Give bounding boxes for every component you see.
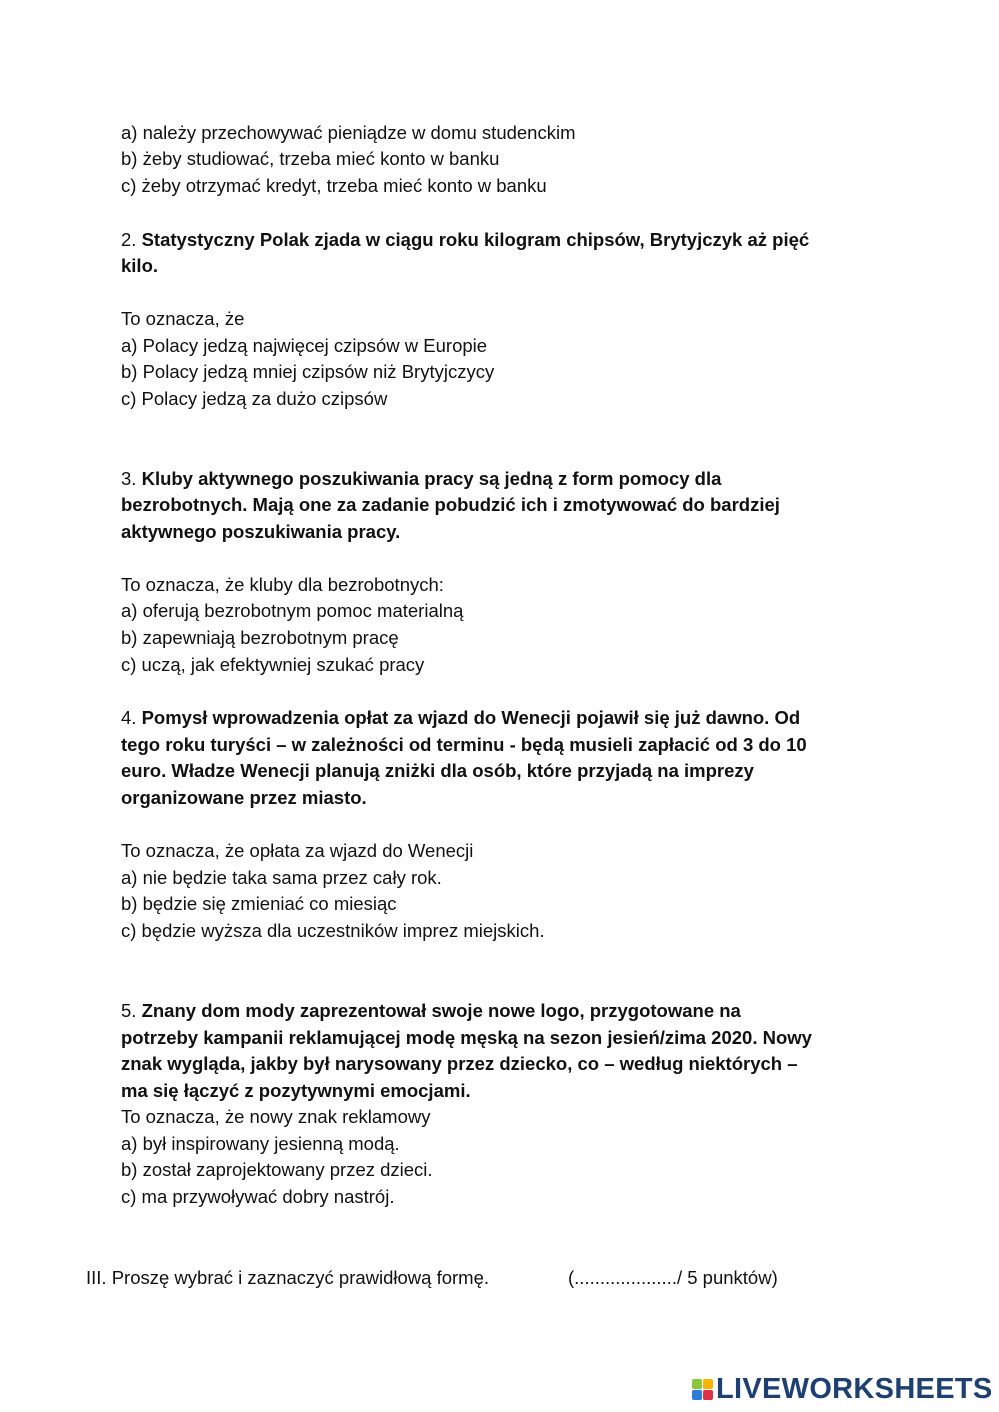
statement-line: kilo.	[121, 255, 159, 276]
statement-line: tego roku turyści – w zależności od terminu - będą musieli zapłacić od 3 do 10	[121, 734, 807, 755]
statement-line	[121, 468, 721, 490]
prompt: To oznacza, że kluby dla bezrobotnych:	[121, 574, 444, 595]
question-number: 2.	[121, 229, 142, 250]
statement-line: organizowane przez miasto.	[121, 787, 367, 808]
question-number: 4.	[121, 707, 142, 728]
statement-line: euro. Władze Wenecji planują zniżki dla osób, które przyjadą na imprezy	[121, 760, 754, 781]
statement-text: Pomysł wprowadzenia opłat za wjazd do Wenecji pojawił się już dawno. Od	[141, 707, 801, 728]
statement-line: znak wygląda, jakby był narysowany przez dziecko, co – według niektórych –	[121, 1053, 798, 1074]
option-a: a) nie będzie taka sama przez cały rok.	[121, 867, 442, 888]
prompt: To oznacza, że	[121, 308, 245, 329]
question-number: 5.	[121, 1000, 142, 1021]
option-c: c) uczą, jak efektywniej szukać pracy	[121, 654, 425, 675]
option-b: b) Polacy jedzą mniej czipsów niż Brytyjczycy	[121, 361, 495, 382]
logo-tile	[692, 1379, 702, 1389]
statement-line: potrzeby kampanii reklamującej modę męską na sezon jesień/zima 2020. Nowy	[121, 1027, 812, 1048]
section-title: III. Proszę wybrać i zaznaczyć prawidłową formę.	[86, 1267, 490, 1288]
option-a: a) był inspirowany jesienną modą.	[121, 1133, 400, 1154]
option-b: b) został zaprojektowany przez dzieci.	[121, 1159, 433, 1180]
logo-tile	[692, 1390, 702, 1400]
option-b: b) zapewniają bezrobotnym pracę	[121, 627, 399, 648]
statement-text: Znany dom mody zaprezentował swoje nowe logo, przygotowane na	[141, 1000, 741, 1021]
statement-text: Statystyczny Polak zjada w ciągu roku kilogram chipsów, Brytyjczyk aż pięć	[141, 229, 810, 250]
logo-tile	[703, 1379, 713, 1389]
points-field: (..................../ 5 punktów)	[568, 1267, 778, 1288]
statement-line: aktywnego poszukiwania pracy.	[121, 521, 401, 542]
option-c: c) Polacy jedzą za dużo czipsów	[121, 388, 388, 409]
statement-line	[121, 229, 809, 251]
logo-tile	[703, 1390, 713, 1400]
question-number: 3.	[121, 468, 142, 489]
option-a: a) Polacy jedzą najwięcej czipsów w Europie	[121, 335, 488, 356]
option-b: b) żeby studiować, trzeba mieć konto w banku	[121, 148, 500, 169]
option-c: c) będzie wyższa dla uczestników imprez miejskich.	[121, 920, 545, 941]
statement-line	[121, 1000, 741, 1022]
option-c: c) ma przywoływać dobry nastrój.	[121, 1186, 395, 1207]
logo-text: LIVEWORKSHEETS	[716, 1373, 993, 1405]
statement-line	[121, 707, 800, 729]
option-b: b) będzie się zmieniać co miesiąc	[121, 893, 397, 914]
prompt: To oznacza, że nowy znak reklamowy	[121, 1106, 431, 1127]
option-c: c) żeby otrzymać kredyt, trzeba mieć konto w banku	[121, 175, 547, 196]
statement-text: Kluby aktywnego poszukiwania pracy są jedną z form pomocy dla	[141, 468, 722, 489]
liveworksheets-logo	[692, 1373, 993, 1406]
option-a: a) należy przechowywać pieniądze w domu studenckim	[121, 122, 576, 143]
prompt: To oznacza, że opłata za wjazd do Wenecji	[121, 840, 474, 861]
option-a: a) oferują bezrobotnym pomoc materialną	[121, 600, 464, 621]
statement-line: bezrobotnych. Mają one za zadanie pobudzić ich i zmotywować do bardziej	[121, 494, 780, 515]
logo-tiles-icon	[692, 1379, 713, 1400]
statement-line: ma się łączyć z pozytywnymi emocjami.	[121, 1080, 471, 1101]
